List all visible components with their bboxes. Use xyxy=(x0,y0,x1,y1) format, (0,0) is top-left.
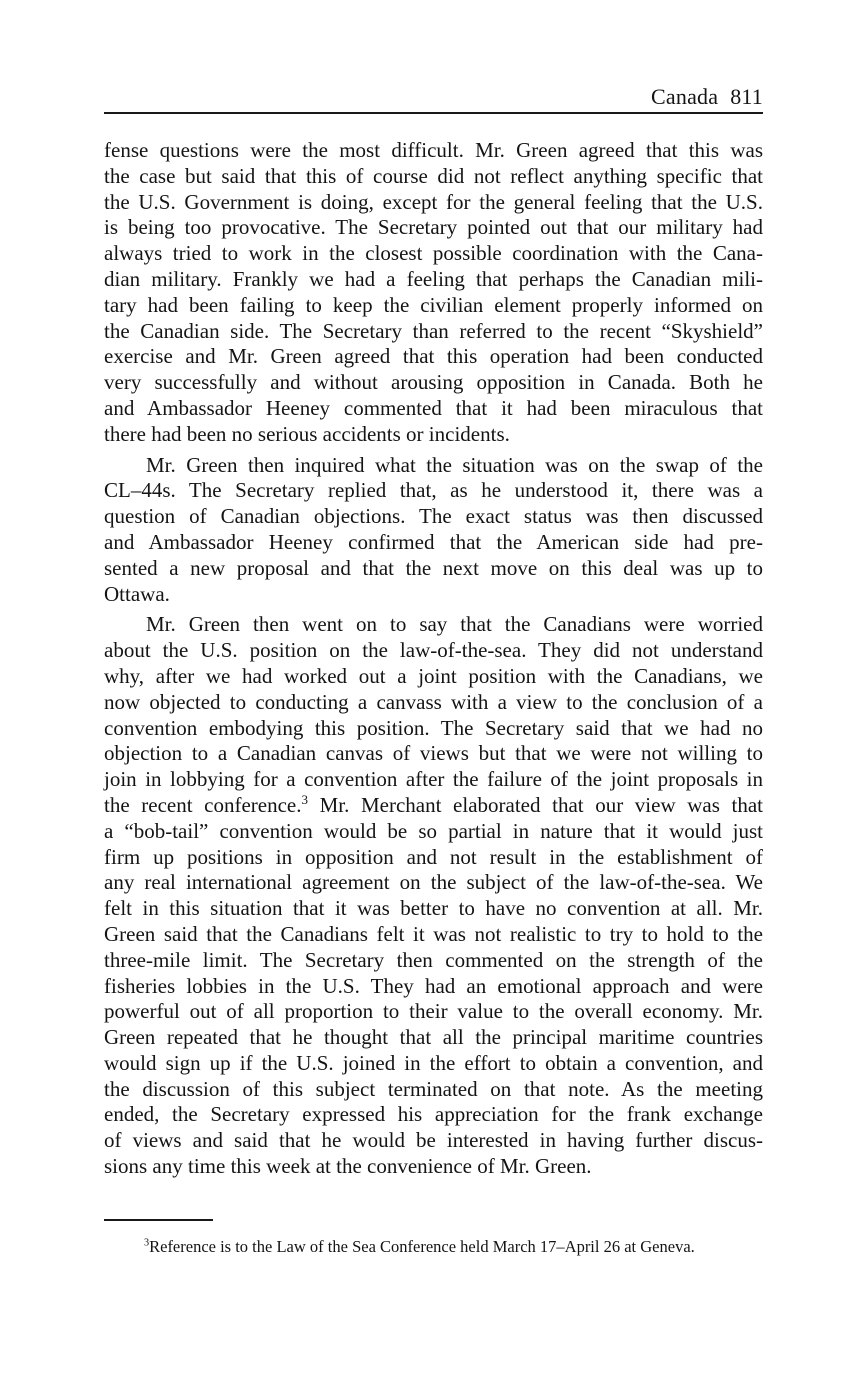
paragraph-3 xyxy=(104,612,763,1180)
text-line: a “bob-tail” convention would be so partial in nature that it would just xyxy=(104,818,763,843)
text-line: firm up positions in opposition and not result in the establishment of xyxy=(104,844,763,869)
text-line: the Canadian side. The Secretary than referred to the recent “Skyshield” xyxy=(104,318,763,343)
text-line: very successfully and without arousing opposition in Canada. Both he xyxy=(104,370,763,395)
footnote-reference[interactable]: 3 xyxy=(301,791,309,807)
text-line: any real international agreement on the subject of the law-of-the-sea. We xyxy=(104,870,763,895)
text-line: why, after we had worked out a joint position with the Canadians, we xyxy=(104,663,763,688)
footnote-rule xyxy=(104,1219,213,1221)
footnote-text: Reference is to the Law of the Sea Conference held March 17–April 26 at Geneva. xyxy=(149,1237,695,1256)
text-line: Mr. Green then went on to say that the Canadians were worried xyxy=(146,612,763,637)
text-segment: the recent conference. xyxy=(104,792,302,817)
text-segment: Mr. Merchant elaborated that our view was that xyxy=(319,792,763,817)
text-line: about the U.S. position on the law-of-the-sea. They did not understand xyxy=(104,638,763,663)
body-text xyxy=(104,138,763,1180)
text-line: is being too provocative. The Secretary pointed out that our military had xyxy=(104,215,763,240)
text-line: sions any time this week at the convenience of Mr. Green. xyxy=(104,1154,592,1179)
text-line: of views and said that he would be interested in having further discus- xyxy=(104,1128,763,1153)
running-head-text xyxy=(651,82,763,112)
text-line: exercise and Mr. Green agreed that this operation had been conducted xyxy=(104,344,763,369)
text-line: always tried to work in the closest possible coordination with the Cana- xyxy=(104,241,763,266)
text-line: and Ambassador Heeney confirmed that the American side had pre- xyxy=(104,529,763,554)
text-line: Green said that the Canadians felt it was not realistic to try to hold to the xyxy=(104,921,763,946)
text-line: the discussion of this subject terminated on that note. As the meeting xyxy=(104,1076,763,1101)
text-line: convention embodying this position. The Secretary said that we had no xyxy=(104,715,763,740)
text-line: and Ambassador Heeney commented that it had been miraculous that xyxy=(104,395,763,420)
text-line: powerful out of all proportion to their value to the overall economy. Mr. xyxy=(104,999,763,1024)
text-line: three-mile limit. The Secretary then commented on the strength of the xyxy=(104,947,763,972)
text-line: the U.S. Government is doing, except for the general feeling that the U.S. xyxy=(104,189,763,214)
text-line: Mr. Green then inquired what the situation was on the swap of the xyxy=(146,452,763,477)
text-line: question of Canadian objections. The exact status was then discussed xyxy=(104,504,763,529)
text-line: dian military. Frankly we had a feeling that perhaps the Canadian mili- xyxy=(104,266,763,291)
text-line: there had been no serious accidents or incidents. xyxy=(104,421,510,446)
text-line: felt in this situation that it was better to have no convention at all. Mr. xyxy=(104,896,763,921)
text-line: fense questions were the most difficult. Mr. Green agreed that this was xyxy=(104,138,763,162)
text-line: tary had been failing to keep the civilian element properly informed on xyxy=(104,292,763,317)
running-head xyxy=(104,82,763,112)
footnote-marker: 3 xyxy=(144,1237,150,1249)
text-line: sented a new proposal and that the next move on this deal was up to xyxy=(104,555,763,580)
text-line: would sign up if the U.S. joined in the effort to obtain a convention, and xyxy=(104,1050,763,1075)
text-line: objection to a Canadian canvas of views but that we were not willing to xyxy=(104,741,763,766)
text-line: join in lobbying for a convention after the failure of the joint proposals in xyxy=(104,767,763,792)
text-line: ended, the Secretary expressed his appreciation for the frank exchange xyxy=(104,1102,763,1127)
running-head-title: Canada xyxy=(651,84,719,109)
text-line: Ottawa. xyxy=(104,581,170,606)
footnote xyxy=(144,1236,764,1258)
paragraph-2 xyxy=(104,453,763,608)
header-rule xyxy=(104,112,763,114)
text-line: fisheries lobbies in the U.S. They had an emotional approach and were xyxy=(104,973,763,998)
text-line: CL–44s. The Secretary replied that, as he understood it, there was a xyxy=(104,478,763,503)
text-line: Green repeated that he thought that all the principal maritime countries xyxy=(104,1025,763,1050)
text-line-with-footnote-ref xyxy=(104,793,763,819)
paragraph-1 xyxy=(104,138,763,448)
text-line: the case but said that this of course did not reflect anything specific that xyxy=(104,163,763,188)
text-line: now objected to conducting a canvass with a view to the conclusion of a xyxy=(104,689,763,714)
page-number: 811 xyxy=(730,84,763,109)
